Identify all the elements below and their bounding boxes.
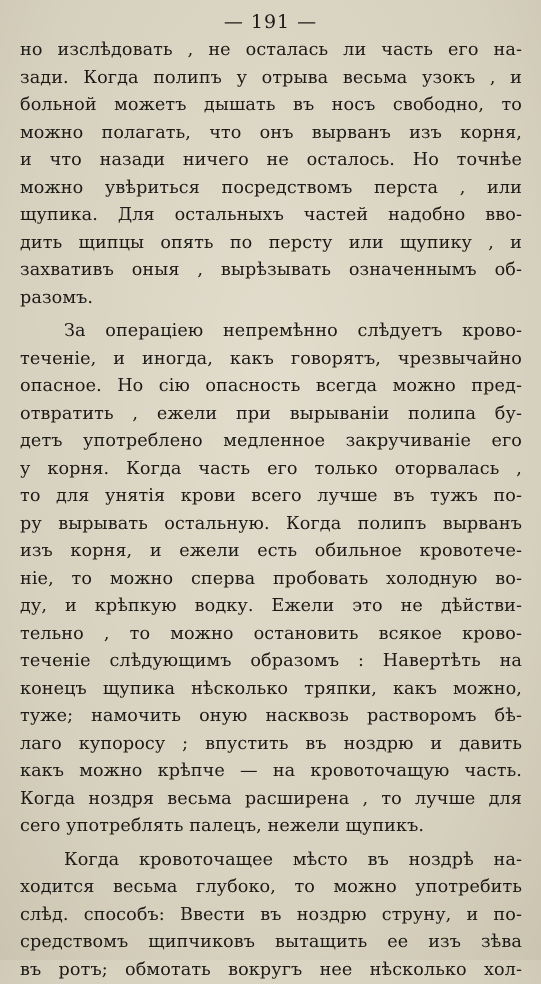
text-line: ніе, то можно сперва пробовать холодную во- <box>20 566 522 594</box>
text-line: отвратить , ежели при вырываніи полипа бу- <box>20 401 522 429</box>
text-line: За операціею непремѣнно слѣдуетъ крово- <box>20 318 522 346</box>
text-line: Когда кровоточащее мѣсто въ ноздрѣ на- <box>20 847 522 875</box>
page-number: — 191 — <box>0 8 541 36</box>
text-line: опасное. Но сію опасность всегда можно пред- <box>20 373 522 401</box>
text-line: сего употреблять палецъ, нежели щупикъ. <box>20 813 522 841</box>
text-line: у корня. Когда часть его только оторвалась , <box>20 456 522 484</box>
text-line: изъ корня, и ежели есть обильное кровотече- <box>20 538 522 566</box>
text-line: но изслѣдовать , не осталась ли часть его на- <box>20 37 522 65</box>
paragraph-3 <box>20 847 522 984</box>
text-line: теченіе, и иногда, какъ говорятъ, чрезвычайно <box>20 346 522 374</box>
text-line: лаго купоросу ; впустить въ ноздрю и давить <box>20 731 522 759</box>
text-line: зади. Когда полипъ у отрыва весьма узокъ , и <box>20 65 522 93</box>
text-line: конецъ щупика нѣсколько тряпки, какъ можно, <box>20 676 522 704</box>
text-line: ру вырывать остальную. Когда полипъ вырванъ <box>20 511 522 539</box>
text-line: ходится весьма глубоко, то можно употребить <box>20 874 522 902</box>
text-line: захвативъ оныя , вырѣзывать означеннымъ об- <box>20 257 522 285</box>
text-line: разомъ. <box>20 285 522 313</box>
text-line: средствомъ щипчиковъ вытащить ее изъ зѣва <box>20 929 522 957</box>
text-line: Когда ноздря весьма расширена , то лучше для <box>20 786 522 814</box>
text-line: слѣд. способъ: Ввести въ ноздрю струну, и по- <box>20 902 522 930</box>
text-line: какъ можно крѣпче — на кровоточащую часть. <box>20 758 522 786</box>
text-line: туже; намочить оную насквозь растворомъ бѣ- <box>20 703 522 731</box>
text-line: щупика. Для остальныхъ частей надобно вво- <box>20 202 522 230</box>
text-line: тельно , то можно остановить всякое крово- <box>20 621 522 649</box>
text-line: то для унятія крови всего лучше въ тужъ по- <box>20 483 522 511</box>
text-line: и что назади ничего не осталось. Но точнѣе <box>20 147 522 175</box>
text-line: въ ротъ; обмотать вокругъ нее нѣсколько хол- <box>20 957 522 984</box>
text-line: дить щипцы опять по персту или щупику , и <box>20 230 522 258</box>
text-line: можно полагать, что онъ вырванъ изъ корня, <box>20 120 522 148</box>
paragraph-1 <box>20 37 522 312</box>
text-line: можно увѣриться посредствомъ перста , или <box>20 175 522 203</box>
text-line: ду, и крѣпкую водку. Ежели это не дѣйстви- <box>20 593 522 621</box>
body-text <box>20 37 522 984</box>
text-line: больной можетъ дышать въ носъ свободно, то <box>20 92 522 120</box>
paragraph-2 <box>20 318 522 841</box>
text-line: детъ употреблено медленное закручиваніе его <box>20 428 522 456</box>
text-line: теченіе слѣдующимъ образомъ : Навертѣть на <box>20 648 522 676</box>
